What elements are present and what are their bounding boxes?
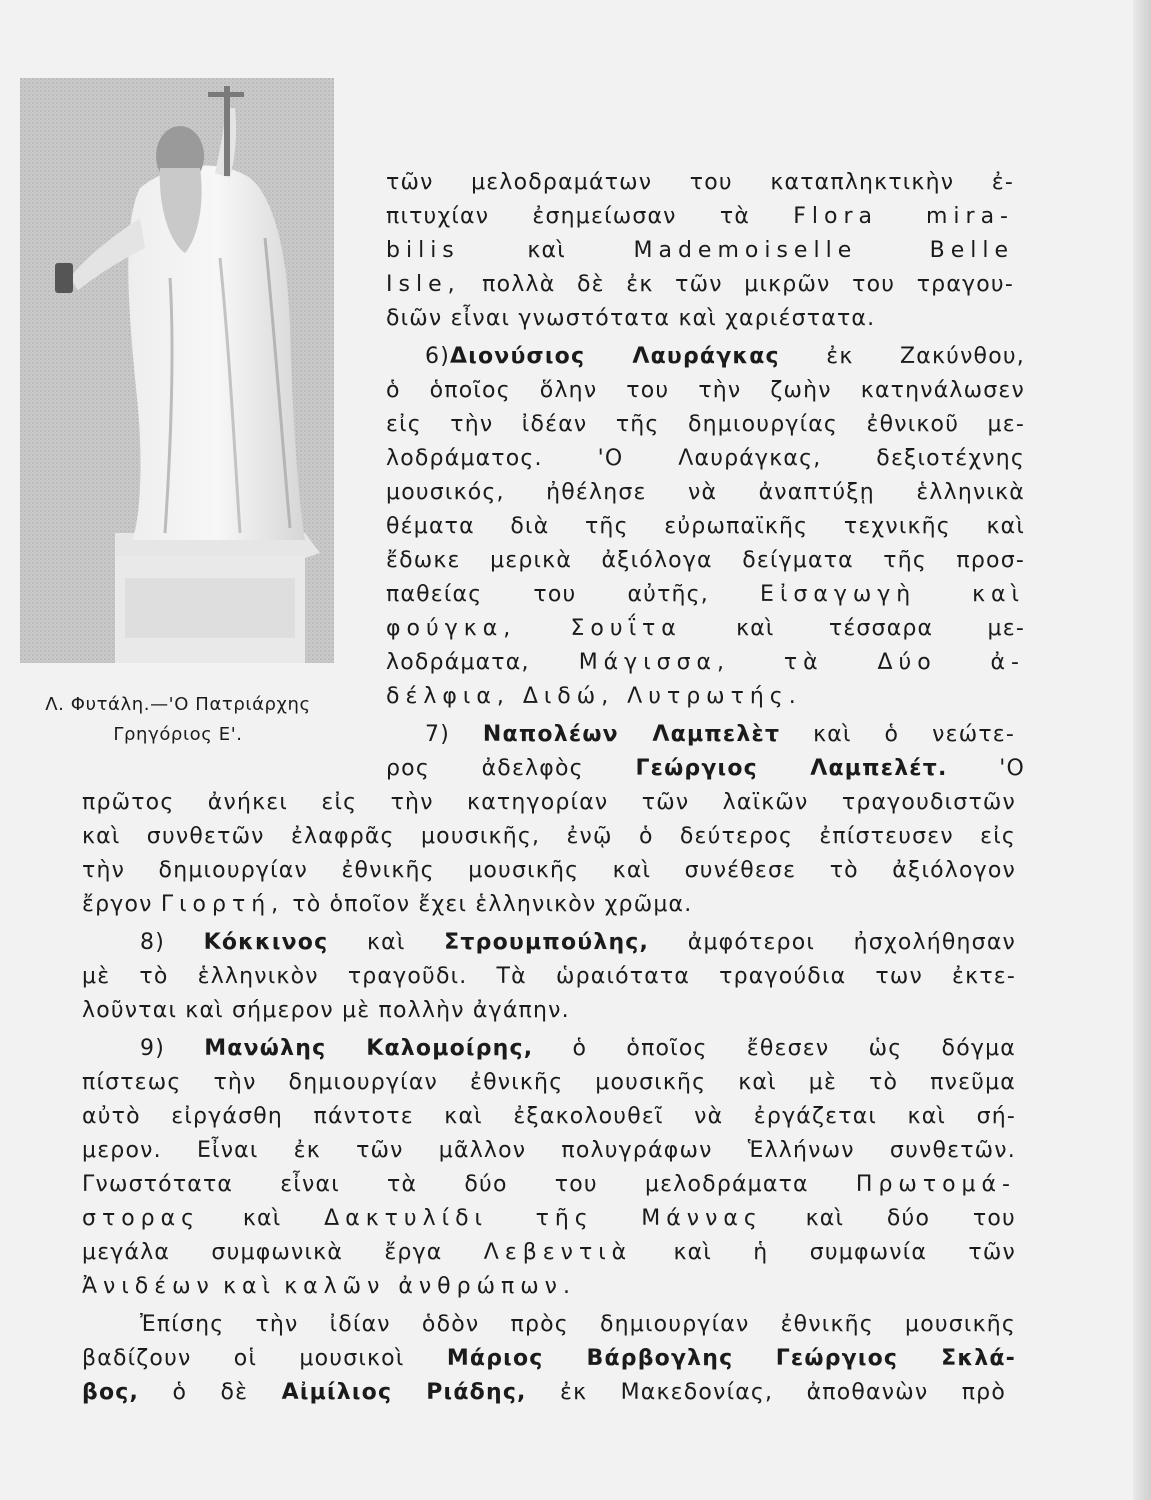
text-line: ρος ἀδελφὸς Γεώργιος Λαμπελέτ. 'Ο — [386, 756, 1025, 781]
text-line: καὶ συνθετῶν ἐλαφρᾶς μουσικῆς, ἐνῷ ὁ δεύτερος ἐπίστευσεν εἰς — [82, 824, 1016, 849]
text-line: ἔργον Γιορτή, τὸ ὁποῖον ἔχει ἑλληνικὸν χρῶμα. — [82, 892, 693, 917]
composer-name: Μανώλης Καλομοίρης, — [204, 1036, 534, 1061]
composer-name: Κόκκινος — [203, 930, 329, 955]
text-line: ὁ ὁποῖος ὅλην του τὴν ζωὴν κατηνάλωσεν — [386, 378, 1025, 403]
text-line: Isle, πολλὰ δὲ ἐκ τῶν μικρῶν του τραγου- — [386, 272, 1014, 297]
composer-name: Αἰμίλιος Ριάδης, — [281, 1380, 527, 1405]
text-line: 7) Ναπολέων Λαμπελὲτ καὶ ὁ νεώτε- — [425, 722, 1016, 747]
figure-caption — [8, 690, 348, 750]
composer-name: Μάριος Βάρβογλης — [446, 1346, 734, 1371]
text-line: Γνωστότατα εἶναι τὰ δύο του μελοδράματα Πρωτομά- — [82, 1172, 1016, 1197]
text-line: μουσικός, ἠθέλησε νὰ ἀναπτύξῃ ἑλληνικὰ — [386, 480, 1025, 505]
text-line: πρῶτος ἀνήκει εἰς τὴν κατηγορίαν τῶν λαϊκῶν τραγουδιστῶν — [82, 790, 1016, 815]
text-line: Ἐπίσης τὴν ἰδίαν ὁδὸν πρὸς δημιουργίαν ἐθνικῆς μουσικῆς — [140, 1312, 1016, 1337]
composer-name: Διονύσιος Λαυράγκας — [449, 344, 780, 369]
text-line: μεγάλα συμφωνικὰ ἔργα Λεβεντιὰ καὶ ἡ συμφωνία τῶν — [82, 1240, 1016, 1265]
text-line: 9) Μανώλης Καλομοίρης, ὁ ὁποῖος ἔθεσεν ὡς δόγμα — [140, 1036, 1016, 1061]
text-line: παθείας του αὐτῆς, Εἰσαγωγὴ καὶ — [386, 582, 1025, 607]
page-edge-shadow — [1133, 0, 1151, 1500]
text-line: βαδίζουν οἱ μουσικοὶ Μάριος Βάρβογλης Γεώργιος Σκλά- — [82, 1346, 1016, 1371]
composer-name: Γεώργιος Σκλά- — [775, 1346, 1016, 1371]
text-line: λοῦνται καὶ σήμερον μὲ πολλὴν ἀγάπην. — [82, 998, 570, 1023]
text-line: τὴν δημιουργίαν ἐθνικῆς μουσικῆς καὶ συνέθεσε τὸ ἀξιόλογον — [82, 858, 1016, 883]
text-line: 8) Κόκκινος καὶ Στρουμπούλης, ἀμφότεροι ἠσχολήθησαν — [140, 930, 1017, 955]
text-line: πίστεως τὴν δημιουργίαν ἐθνικῆς μουσικῆς καὶ μὲ τὸ πνεῦμα — [82, 1070, 1016, 1095]
composer-name: Στρουμπούλης, — [444, 930, 650, 955]
text-line: βος, ὁ δὲ Αἰμίλιος Ριάδης, ἐκ Μακεδονίας, ἀποθανὼν πρὸ — [82, 1380, 1006, 1405]
text-line: τῶν μελοδραμάτων του καταπληκτικὴν ἐ- — [386, 170, 1014, 195]
text-line: λοδράματα, Μάγισσα, τὰ Δύο ἀ- — [386, 650, 1025, 675]
text-line: θέματα διὰ τῆς εὐρωπαϊκῆς τεχνικῆς καὶ — [386, 514, 1025, 539]
text-line: ἔδωκε μερικὰ ἀξιόλογα δείγματα τῆς προσ- — [386, 548, 1025, 573]
text-line: στορας καὶ Δακτυλίδι τῆς Μάννας καὶ δύο του — [82, 1206, 1016, 1231]
text-line: εἰς τὴν ἰδέαν τῆς δημιουργίας ἐθνικοῦ με- — [386, 412, 1025, 437]
text-line: bilis καὶ Mademoiselle Belle — [386, 238, 1015, 263]
statue-image — [20, 78, 334, 663]
text-line: φούγκα, Σουΐτα καὶ τέσσαρα με- — [386, 616, 1025, 641]
composer-name: Ναπολέων Λαμπελὲτ — [482, 722, 781, 747]
caption-line-1: Λ. Φυτάλη.—'Ο Πατριάρχης — [45, 694, 311, 715]
text-line: πιτυχίαν ἐσημείωσαν τὰ Flora mira- — [386, 204, 1014, 229]
caption-line-2: Γρηγόριος Ε'. — [113, 724, 243, 745]
text-line: αὐτὸ εἰργάσθη πάντοτε καὶ ἐξακολουθεῖ νὰ ἐργάζεται καὶ σή- — [82, 1104, 1016, 1129]
text-line: μερον. Εἶναι ἐκ τῶν μᾶλλον πολυγράφων Ἑλλήνων συνθετῶν. — [82, 1138, 1016, 1163]
text-line: δέλφια, Διδώ, Λυτρωτής. — [386, 684, 802, 709]
text-line: διῶν εἶναι γνωστότατα καὶ χαριέστατα. — [386, 306, 876, 331]
text-line: μὲ τὸ ἑλληνικὸν τραγοῦδι. Τὰ ὡραιότατα τραγούδια των ἐκτε- — [82, 964, 1016, 989]
statue-photograph — [20, 78, 334, 663]
text-line: 6)Διονύσιος Λαυράγκας ἐκ Ζακύνθου, — [425, 344, 1025, 369]
text-line: λοδράματος. 'Ο Λαυράγκας, δεξιοτέχνης — [386, 446, 1025, 471]
composer-name: Γεώργιος Λαμπελέτ. — [635, 756, 948, 781]
text-line: Ἀνιδέων καὶ καλῶν ἀνθρώπων. — [82, 1274, 576, 1299]
composer-name: βος, — [82, 1380, 140, 1405]
